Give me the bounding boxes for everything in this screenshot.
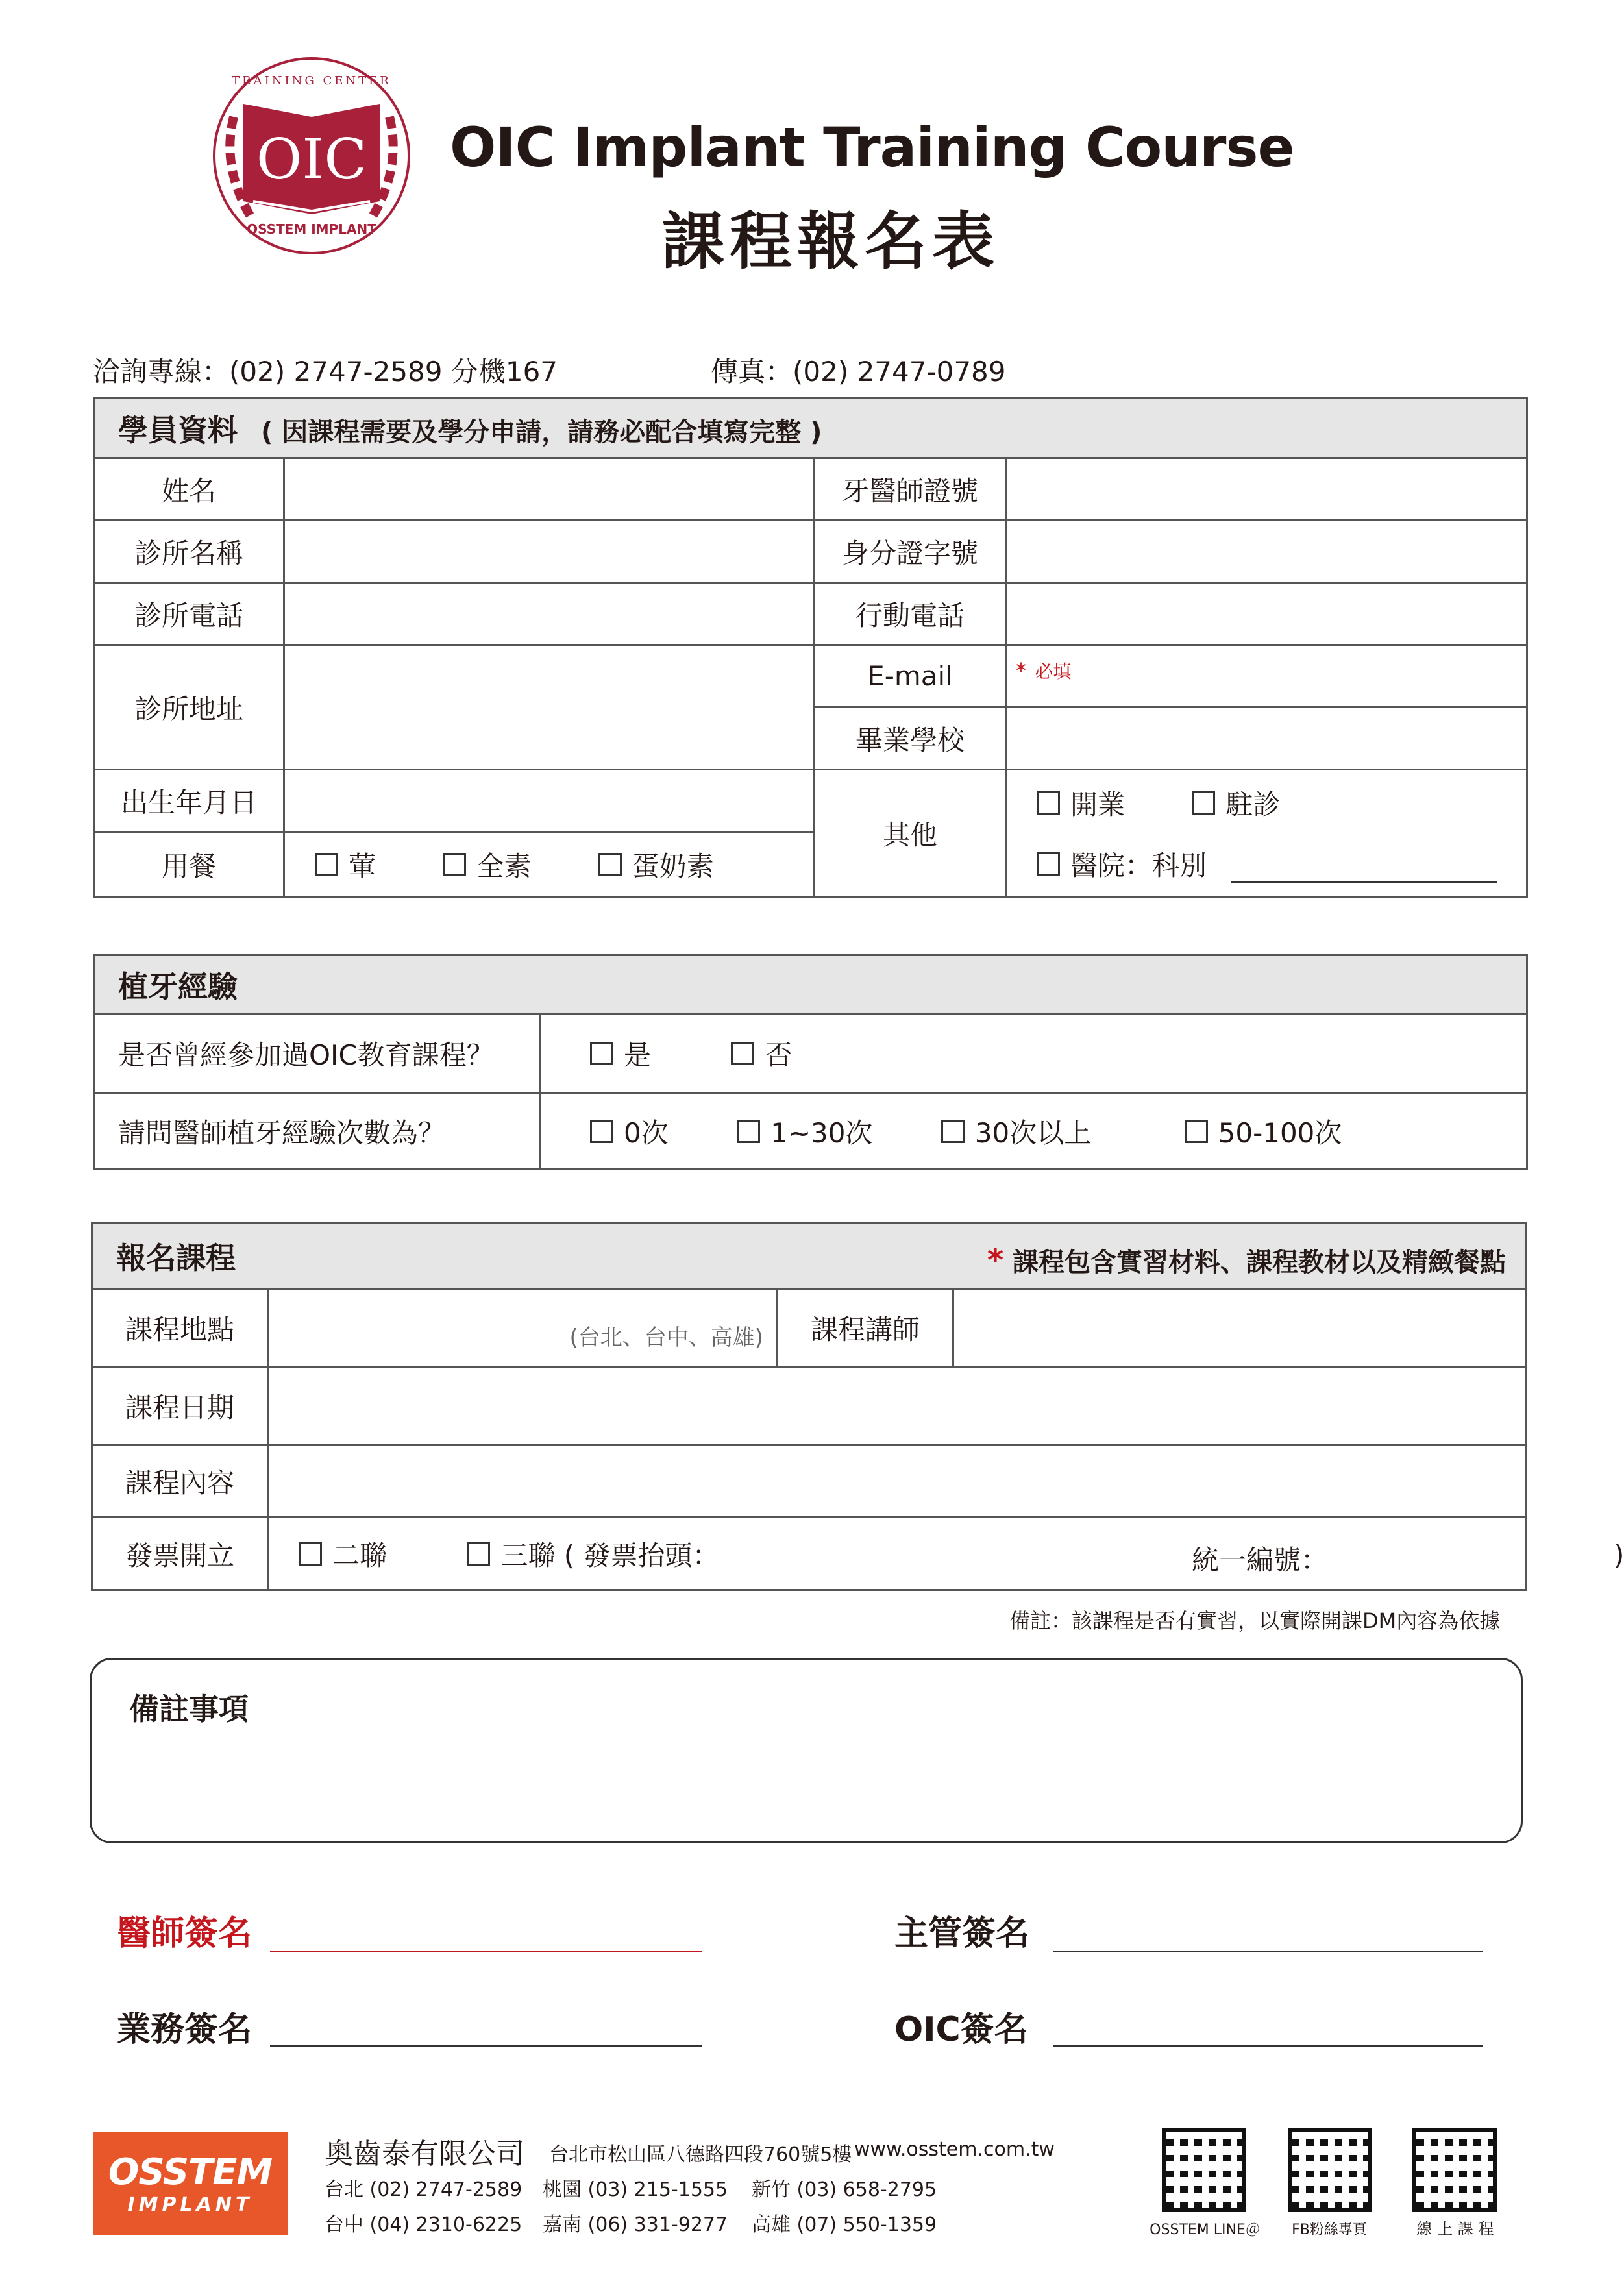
experience-section-header: 植牙經驗 bbox=[94, 955, 1527, 1014]
branch-taichung: 台中 (04) 2310-6225 bbox=[325, 2213, 523, 2236]
line-qr-code-icon[interactable] bbox=[1162, 2128, 1246, 2212]
checkbox[interactable] bbox=[598, 853, 622, 876]
meal-option-vegan[interactable]: 全素 bbox=[443, 845, 531, 884]
mobile-label: 行動電話 bbox=[815, 583, 1006, 645]
invoice-label: 發票開立 bbox=[92, 1518, 268, 1590]
q1-option-no[interactable]: 否 bbox=[731, 1034, 792, 1073]
clinic-phone-label: 診所電話 bbox=[94, 583, 284, 645]
id-number-field[interactable] bbox=[1006, 521, 1527, 583]
option-hospital[interactable]: 醫院：科別 bbox=[1037, 844, 1207, 883]
q2-option-0[interactable]: 0次 bbox=[590, 1112, 669, 1151]
q2-option-1-30[interactable]: 1~30次 bbox=[737, 1112, 872, 1151]
doctor-signature-line[interactable] bbox=[270, 1951, 702, 1952]
option-private-practice[interactable]: 開業 bbox=[1037, 783, 1125, 822]
school-label: 畢業學校 bbox=[815, 708, 1006, 770]
company-website[interactable]: www.osstem.com.tw bbox=[854, 2138, 1055, 2161]
q2-option-30-plus[interactable]: 30次以上 bbox=[941, 1112, 1091, 1151]
birthday-label: 出生年月日 bbox=[94, 770, 284, 832]
branch-kaohsiung: 高雄 (07) 550-1359 bbox=[752, 2213, 937, 2236]
meal-option-lacto-ovo[interactable]: 蛋奶素 bbox=[598, 845, 714, 884]
instructor-label: 課程講師 bbox=[778, 1289, 953, 1367]
dentist-license-field[interactable] bbox=[1006, 458, 1527, 521]
course-note: * 課程包含實習材料、課程教材以及精緻餐點 bbox=[987, 1242, 1506, 1279]
doctor-signature-label: 醫師簽名 bbox=[117, 1914, 252, 1953]
id-number-label: 身分證字號 bbox=[815, 521, 1006, 583]
location-field[interactable] bbox=[268, 1289, 778, 1367]
q1-options bbox=[540, 1014, 1527, 1093]
option-resident[interactable]: 駐診 bbox=[1192, 783, 1280, 822]
contact-fax: 傳真：(02) 2747-0789 bbox=[711, 356, 1006, 388]
clinic-address-field[interactable] bbox=[284, 645, 815, 770]
name-label: 姓名 bbox=[94, 458, 284, 521]
meal-option-meat[interactable]: 葷 bbox=[315, 845, 376, 884]
page-title-en: OIC Implant Training Course bbox=[450, 116, 1294, 179]
invoice-option-2part[interactable]: 二聯 bbox=[299, 1534, 387, 1573]
clinic-name-label: 診所名稱 bbox=[94, 521, 284, 583]
checkbox[interactable] bbox=[443, 853, 466, 876]
name-field[interactable] bbox=[284, 458, 815, 521]
email-field[interactable] bbox=[1006, 645, 1527, 708]
clinic-phone-field[interactable] bbox=[284, 583, 815, 645]
q2-options bbox=[540, 1093, 1527, 1170]
contact-phone: 洽詢專線：(02) 2747-2589 分機167 bbox=[93, 356, 558, 388]
company-address: 台北市松山區八德路四段760號5樓 bbox=[549, 2143, 852, 2166]
clinic-name-field[interactable] bbox=[284, 521, 815, 583]
qr-label-online: 線 上 課 程 bbox=[1416, 2220, 1494, 2238]
student-info-table bbox=[93, 397, 1528, 898]
svg-text:TRAINING CENTER: TRAINING CENTER bbox=[232, 74, 391, 88]
course-section-header: 報名課程 * 課程包含實習材料、課程教材以及精緻餐點 bbox=[92, 1223, 1527, 1289]
course-footnote: 備註：該課程是否有實習，以實際開課DM內容為依據 bbox=[1009, 1608, 1501, 1633]
osstem-logo: OSSTEM IMPLANT bbox=[93, 2132, 288, 2235]
qr-label-line: OSSTEM LINE＠ bbox=[1150, 2222, 1260, 2238]
svg-text:OIC: OIC bbox=[256, 127, 367, 192]
oic-logo bbox=[195, 45, 428, 266]
meal-label: 用餐 bbox=[94, 832, 284, 897]
instructor-field[interactable] bbox=[953, 1289, 1527, 1367]
branch-chiayi: 嘉南 (06) 331-9277 bbox=[543, 2213, 728, 2236]
oic-signature-line[interactable] bbox=[1053, 2045, 1483, 2047]
school-field[interactable] bbox=[1006, 708, 1527, 770]
checkbox[interactable] bbox=[1037, 791, 1060, 815]
company-name: 奧齒泰有限公司 bbox=[325, 2137, 524, 2171]
online-course-qr-code-icon[interactable] bbox=[1412, 2128, 1497, 2212]
sales-signature-label: 業務簽名 bbox=[117, 2010, 252, 2049]
branch-taipei: 台北 (02) 2747-2589 bbox=[325, 2178, 523, 2201]
student-section-header: 學員資料 ( 因課程需要及學分申請，請務必配合填寫完整 ) bbox=[94, 399, 1527, 458]
sales-signature-line[interactable] bbox=[270, 2045, 702, 2047]
invoice-option-3part[interactable]: 三聯 ( 發票抬頭： bbox=[467, 1534, 719, 1573]
manager-signature-line[interactable] bbox=[1053, 1951, 1483, 1952]
experience-table bbox=[93, 954, 1528, 1170]
manager-signature-label: 主管簽名 bbox=[894, 1914, 1030, 1953]
other-options bbox=[1006, 770, 1527, 897]
invoice-options bbox=[268, 1518, 1624, 1590]
checkbox[interactable] bbox=[737, 1120, 760, 1143]
fb-qr-code-icon[interactable] bbox=[1288, 2128, 1372, 2212]
q1-option-yes[interactable]: 是 bbox=[590, 1034, 651, 1073]
q1-label: 是否曾經參加過OIC教育課程？ bbox=[94, 1014, 540, 1093]
other-label: 其他 bbox=[815, 770, 1006, 897]
required-mark: * bbox=[1016, 658, 1026, 683]
dentist-license-label: 牙醫師證號 bbox=[815, 458, 1006, 521]
email-label: E-mail bbox=[815, 645, 1006, 708]
checkbox[interactable] bbox=[1192, 791, 1215, 815]
tax-id-label: 統一編號： bbox=[1192, 1544, 1329, 1576]
content-field[interactable] bbox=[268, 1445, 1527, 1518]
page-title-zh: 課程報名表 bbox=[662, 205, 1000, 278]
checkbox[interactable] bbox=[590, 1042, 613, 1065]
mobile-field[interactable] bbox=[1006, 583, 1527, 645]
department-line[interactable] bbox=[1231, 881, 1497, 883]
checkbox[interactable] bbox=[590, 1120, 613, 1143]
checkbox[interactable] bbox=[1185, 1120, 1208, 1143]
close-paren: ) bbox=[1614, 1539, 1624, 1571]
location-label: 課程地點 bbox=[92, 1289, 268, 1367]
checkbox[interactable] bbox=[1037, 852, 1060, 876]
checkbox[interactable] bbox=[299, 1542, 322, 1566]
checkbox[interactable] bbox=[315, 853, 338, 876]
location-hint: (台北、台中、高雄) bbox=[569, 1325, 763, 1351]
meal-options bbox=[284, 832, 815, 897]
branch-taoyuan: 桃園 (03) 215-1555 bbox=[543, 2178, 728, 2201]
remarks-box[interactable] bbox=[90, 1658, 1523, 1843]
q2-label: 請問醫師植牙經驗次數為？ bbox=[94, 1093, 540, 1170]
q2-option-50-100[interactable]: 50-100次 bbox=[1185, 1112, 1342, 1151]
qr-label-fb: FB粉絲專頁 bbox=[1292, 2222, 1367, 2238]
birthday-field[interactable] bbox=[284, 770, 815, 832]
date-label: 課程日期 bbox=[92, 1367, 268, 1445]
remarks-label: 備註事項 bbox=[129, 1692, 249, 1727]
checkbox[interactable] bbox=[731, 1042, 754, 1065]
required-text: 必填 bbox=[1035, 661, 1072, 682]
course-table bbox=[91, 1222, 1624, 1591]
checkbox[interactable] bbox=[941, 1120, 965, 1143]
date-field[interactable] bbox=[268, 1367, 1527, 1445]
content-label: 課程內容 bbox=[92, 1445, 268, 1518]
checkbox[interactable] bbox=[467, 1542, 490, 1566]
oic-signature-label: OIC簽名 bbox=[894, 2010, 1028, 2049]
svg-text:OSSTEM IMPLANT: OSSTEM IMPLANT bbox=[247, 221, 376, 237]
branch-hsinchu: 新竹 (03) 658-2795 bbox=[752, 2178, 937, 2201]
clinic-address-label: 診所地址 bbox=[94, 645, 284, 770]
